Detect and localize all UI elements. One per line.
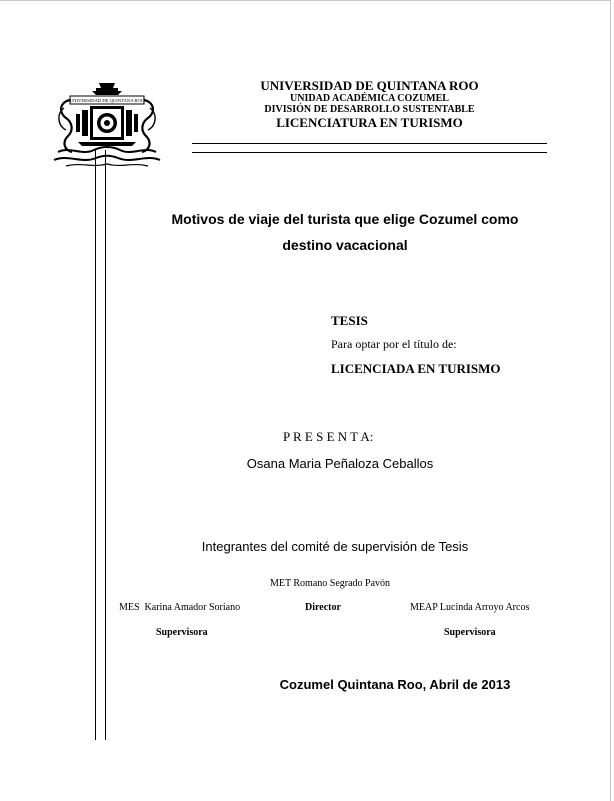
university-seal-icon: [52, 80, 162, 172]
place-date: Cozumel Quintana Roo, Abril de 2013: [279, 677, 511, 692]
author-name: Osana Maria Peñaloza Ceballos: [246, 456, 434, 471]
left-vertical-rule-inner: [105, 150, 106, 740]
supervisor1-role: Supervisora: [156, 627, 208, 638]
division-name: DIVISIÓN DE DESARROLLO SUSTENTABLE: [264, 104, 475, 115]
thesis-subtitle: Para optar por el título de:: [331, 337, 457, 351]
supervisor2-role: Supervisora: [444, 627, 496, 638]
thesis-label: TESIS: [331, 313, 368, 328]
supervisor2-name: MEAP Lucinda Arroyo Arcos: [410, 602, 530, 613]
seal-ribbon-text: UNIVERSIDAD DE QUINTANA ROO: [69, 98, 145, 103]
supervisor1-name: MES Karina Amador Soriano: [119, 602, 241, 613]
presenta-label: P R E S E N T A:: [283, 429, 374, 444]
university-name: UNIVERSIDAD DE QUINTANA ROO: [260, 78, 479, 93]
thesis-title-line1: Motivos de viaje del turista que elige Cozumel como: [171, 211, 519, 227]
academic-unit: UNIDAD ACADÉMICA COZUMEL: [290, 93, 449, 104]
page-border-right: [610, 0, 611, 801]
director-name: MET Romano Segrado Pavón: [269, 578, 391, 589]
program-name: LICENCIATURA EN TURISMO: [276, 115, 463, 130]
degree-name: LICENCIADA EN TURISMO: [331, 361, 501, 376]
header-rule-top: [192, 143, 547, 144]
left-vertical-rule-outer: [95, 150, 96, 740]
director-role: Director: [305, 602, 341, 613]
committee-heading: Integrantes del comité de supervisión de Tesis: [201, 539, 469, 554]
thesis-title-line2: destino vacacional: [282, 237, 408, 253]
header-rule-bottom: [192, 152, 547, 153]
page-border-top: [0, 0, 610, 1]
